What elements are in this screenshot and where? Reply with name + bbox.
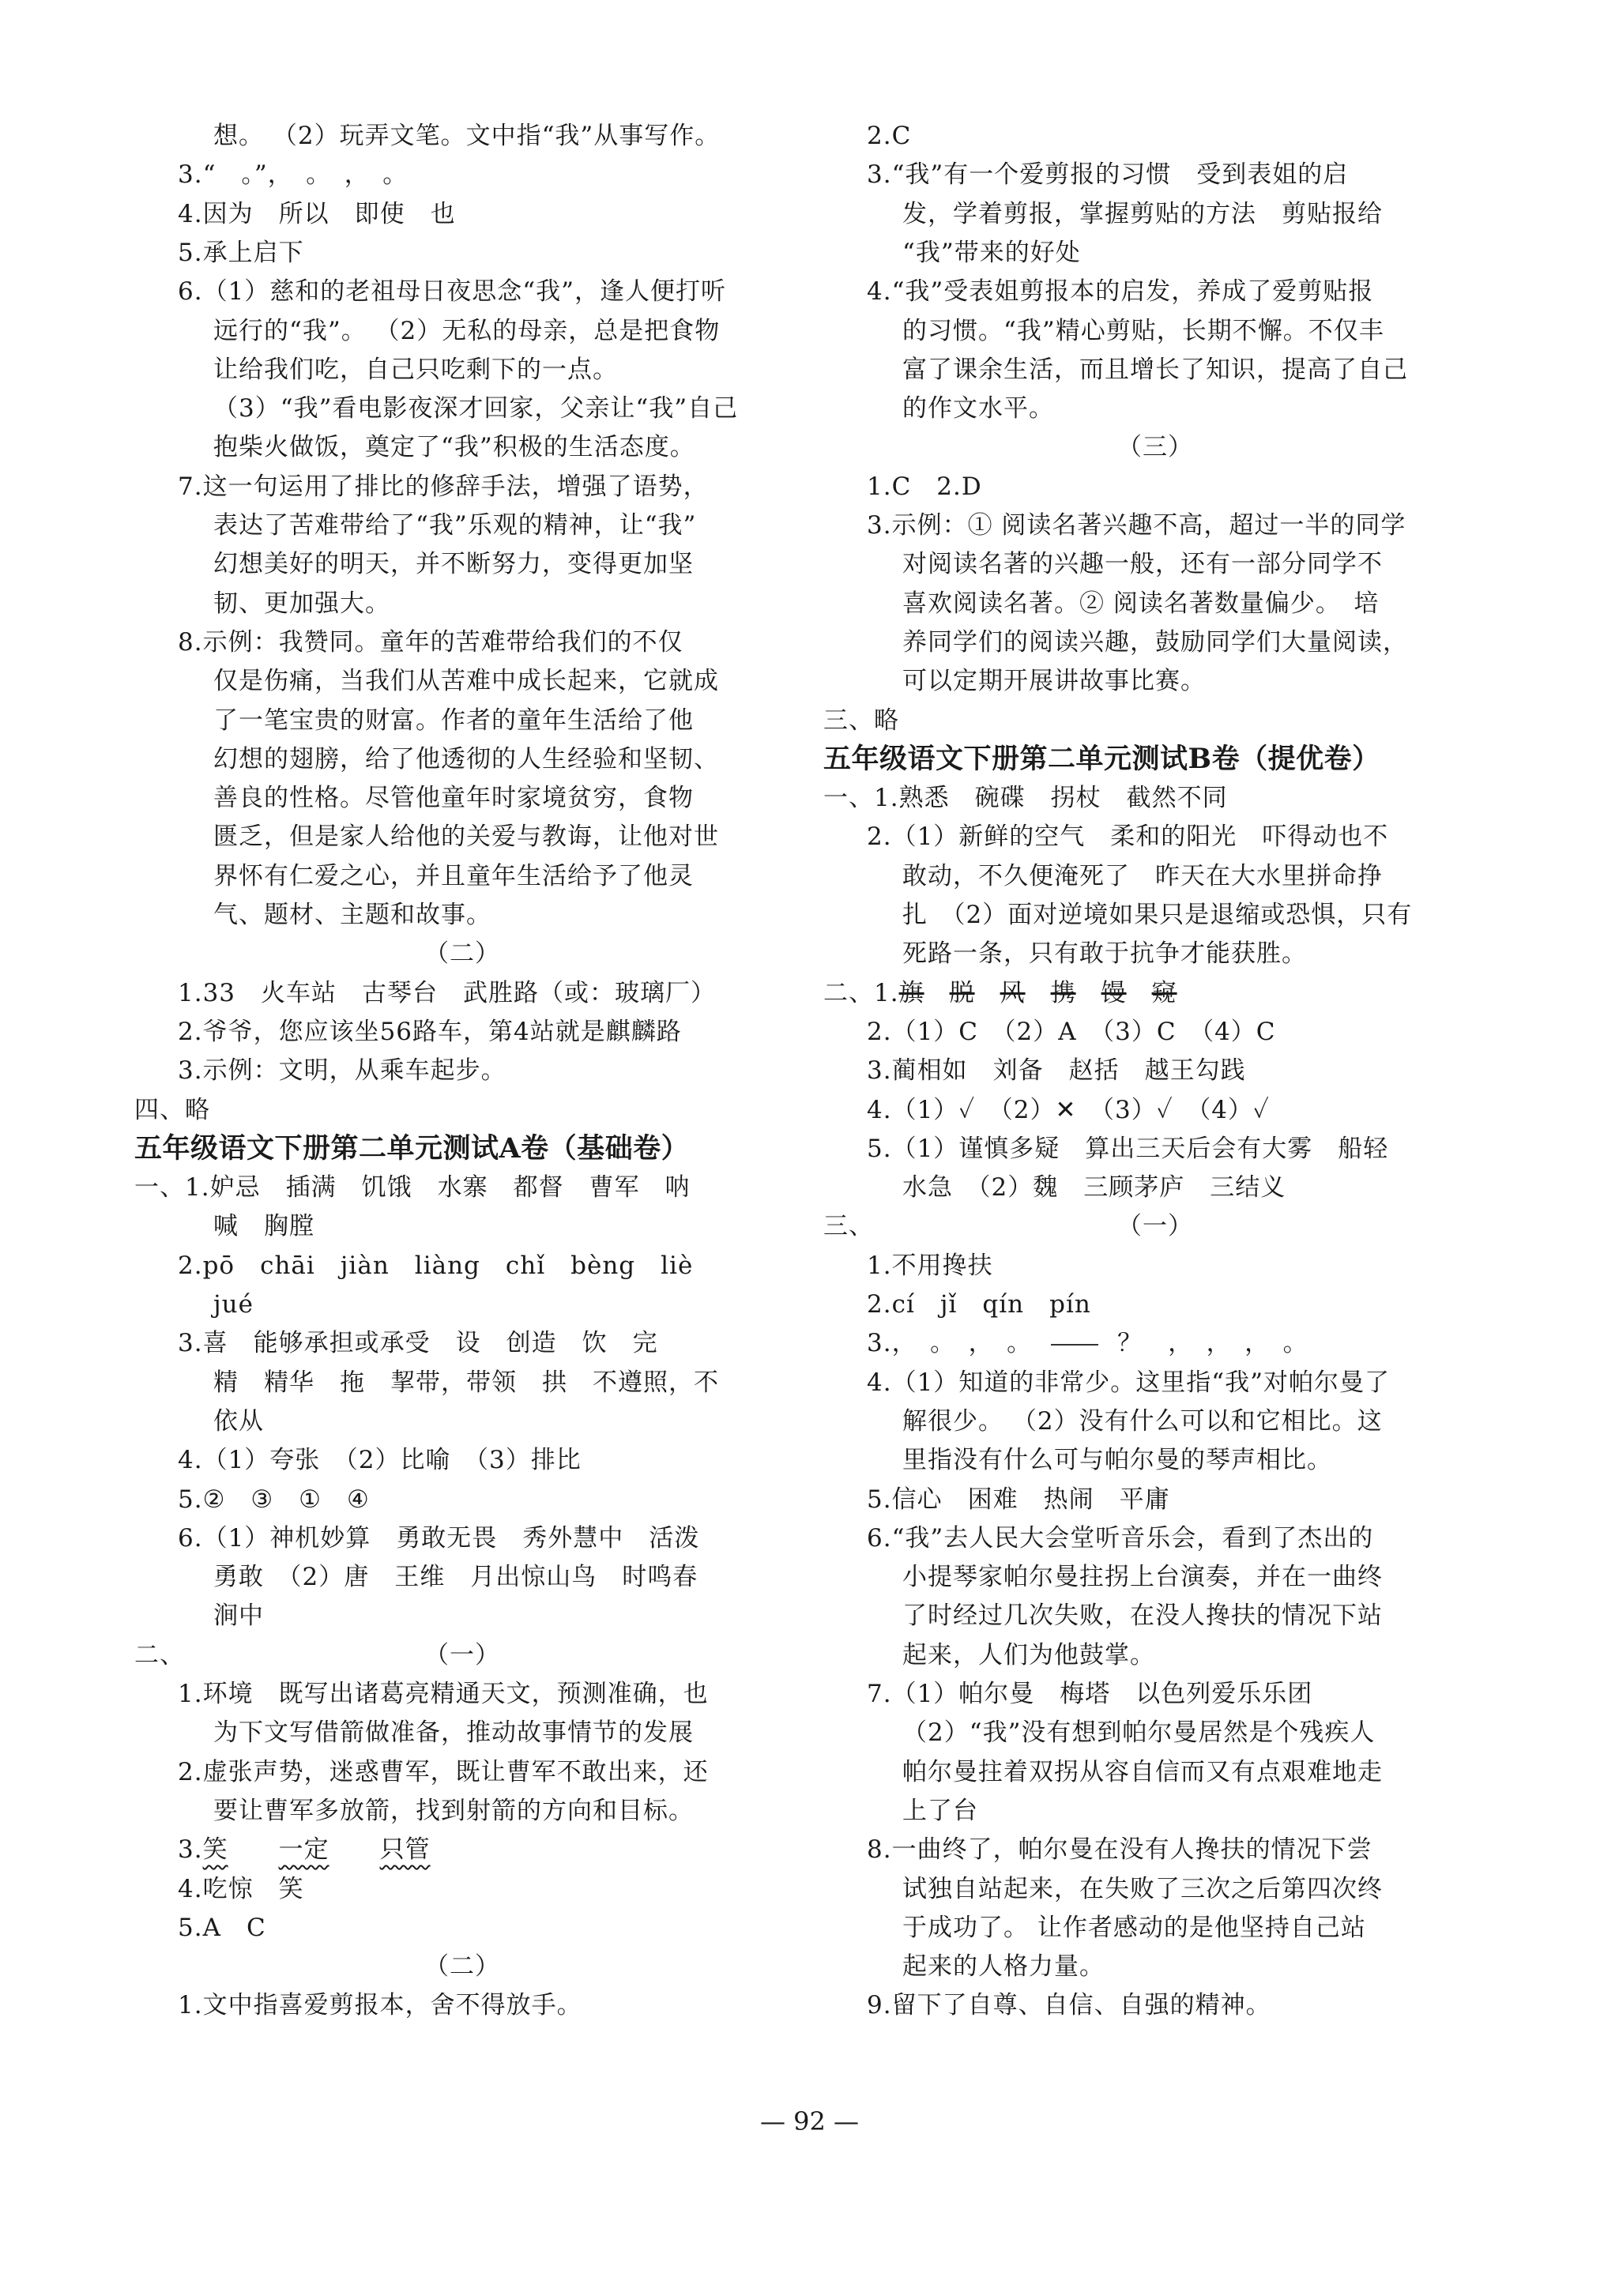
- text-line: 对阅读名著的兴趣一般，还有一部分同学不: [902, 550, 1383, 579]
- text-line: jué: [213, 1290, 254, 1319]
- text-line: 三、: [823, 1212, 874, 1241]
- text-line: 抱柴火做饭，奠定了“我”积极的生活态度。: [213, 433, 695, 462]
- text-line: 试独自站起来，在失败了三次之后第四次终: [902, 1874, 1383, 1903]
- text-line: 想。 （2）玩弄文笔。文中指“我”从事写作。: [213, 122, 721, 150]
- text-line: 四、略: [134, 1095, 210, 1124]
- text-line: 一、1.妒忌 插满 饥饿 水寨 都督 曹军 呐: [134, 1173, 691, 1203]
- text-line: 善良的性格。尽管他童年时家境贫穷，食物: [213, 784, 694, 813]
- corrected-character: 风: [1000, 978, 1026, 1007]
- text-line: 起来的人格力量。: [902, 1952, 1105, 1982]
- text-line: 仅是伤痛，当我们从苦难中成长起来，它就成: [213, 667, 719, 696]
- text-line: 3.“ 。”， 。 ， 。: [178, 160, 409, 190]
- text-line: 4.“我”受表姐剪报本的启发，养成了爱剪贴报: [867, 277, 1374, 307]
- subsection-label: （一）: [424, 1640, 500, 1669]
- text-line: 了一笔宝贵的财富。作者的童年生活给了他: [213, 706, 694, 735]
- text-line: 5.A C: [178, 1913, 266, 1942]
- corrected-character: 馒: [1101, 978, 1127, 1007]
- text-line: 韧、更加强大。: [213, 589, 390, 618]
- text-line: 养同学们的阅读兴趣，鼓励同学们大量阅读，: [902, 627, 1408, 657]
- text-line: 远行的“我”。 （2）无私的母亲，总是把食物: [213, 316, 721, 345]
- text-line: 2.（1）C （2）A （3）C （4）C: [867, 1017, 1276, 1046]
- text-line: 5.承上启下: [178, 238, 304, 267]
- text-line: 精 精华 拖 挈带，带领 拱 不遵照，不: [213, 1368, 719, 1397]
- subsection-label: （一）: [1117, 1212, 1193, 1241]
- text-line: 为下文写借箭做准备，推动故事情节的发展: [213, 1718, 694, 1748]
- text-line: 死路一条，只有敢于抗争才能获胜。: [902, 939, 1307, 969]
- text-line: 幻想美好的明天，并不断努力，变得更加坚: [213, 550, 694, 579]
- text-line: 6.（1）慈和的老祖母日夜思念“我”，逢人便打听: [178, 277, 726, 307]
- text-line: 上了台: [902, 1796, 978, 1825]
- text-line: 起来，人们为他鼓掌。: [902, 1640, 1155, 1669]
- text-line: 于成功了。 让作者感动的是他坚持自己站: [902, 1913, 1366, 1942]
- text-line: 5.（1）谨慎多疑 算出三天后会有大雾 船轻: [867, 1134, 1389, 1163]
- text-line: 4.因为 所以 即使 也: [178, 199, 456, 228]
- corrected-character: 脱: [949, 978, 975, 1007]
- text-line: 小提琴家帕尔曼拄拐上台演奏，并在一曲终: [902, 1563, 1383, 1592]
- text-line: 9.留下了自尊、自信、自强的精神。: [867, 1991, 1271, 2020]
- text-line: 4.（1）知道的非常少。这里指“我”对帕尔曼了: [867, 1368, 1390, 1397]
- text-line: 1.不用搀扶: [867, 1251, 993, 1280]
- text-line: 4.（1）✓ （2）✕ （3）✓ （4）✓: [867, 1095, 1270, 1124]
- text-line: 4.（1）夸张 （2）比喻 （3）排比: [178, 1446, 582, 1475]
- text-line: 帕尔曼拄着双拐从容自信而又有点艰难地走: [902, 1757, 1383, 1786]
- text-line: 2.（1）新鲜的空气 柔和的阳光 吓得动也不: [867, 822, 1389, 852]
- text-line: 解很少。 （2）没有什么可以和它相比。这: [902, 1406, 1383, 1436]
- text-line: 界怀有仁爱之心，并且童年生活给予了他灵: [213, 861, 694, 890]
- text-line: 敢动，不久便淹死了 昨天在大水里拼命挣: [902, 861, 1383, 890]
- text-line: （2）“我”没有想到帕尔曼居然是个残疾人: [902, 1718, 1376, 1748]
- corrected-character: 携: [1050, 978, 1076, 1007]
- text-line: 依从: [213, 1406, 264, 1436]
- text-line: 2.pō chāi jiàn liàng chǐ bèng liè: [178, 1251, 694, 1280]
- text-line: 喊 胸膛: [213, 1212, 314, 1241]
- text-line: 三、略: [823, 706, 899, 735]
- text-line: 3.笑 一定 只管: [178, 1835, 431, 1865]
- text-line: 8.一曲终了，帕尔曼在没有人搀扶的情况下尝: [867, 1835, 1372, 1865]
- text-line: 2.虚张声势，迷惑曹军，既让曹军不敢出来，还: [178, 1757, 709, 1786]
- section-heading: 五年级语文下册第二单元测试A卷（基础卷）: [134, 1131, 690, 1165]
- corrected-character: 窥: [1151, 978, 1177, 1007]
- wavy-underlined-word: 只管: [379, 1835, 431, 1865]
- text-line: 7.这一句运用了排比的修辞手法，增强了语势，: [178, 472, 709, 501]
- text-line: 3.示例：文明，从乘车起步。: [178, 1056, 506, 1086]
- text-line: 3.喜 能够承担或承受 设 创造 饮 完: [178, 1329, 658, 1358]
- text-line: （3）“我”看电影夜深才回家，父亲让“我”自己: [213, 394, 739, 423]
- text-line: 让给我们吃，自己只吃剩下的一点。: [213, 355, 618, 384]
- corrected-character: 旗: [898, 978, 924, 1007]
- text-line: （二）: [424, 939, 500, 969]
- text-line: 2.爷爷，您应该坐56路车，第4站就是麒麟路: [178, 1017, 682, 1046]
- text-line: 表达了苦难带给了“我”乐观的精神，让“我”: [213, 511, 697, 540]
- text-line: “我”带来的好处: [902, 238, 1081, 267]
- text-line: 1.C 2.D: [867, 472, 982, 501]
- text-line: 3.示例：① 阅读名著兴趣不高，超过一半的同学: [867, 511, 1406, 540]
- text-line: 可以定期开展讲故事比赛。: [902, 667, 1206, 696]
- page-number: — 92 —: [759, 2106, 860, 2136]
- text-line: 7.（1）帕尔曼 梅塔 以色列爱乐乐团: [867, 1680, 1313, 1708]
- text-line: 1.33 火车站 古琴台 武胜路（或：玻璃厂）: [178, 978, 717, 1007]
- wavy-underlined-word: 一定: [278, 1835, 329, 1865]
- text-line: 一、1.熟悉 碗碟 拐杖 截然不同: [823, 784, 1228, 813]
- text-line: （三）: [1117, 433, 1193, 462]
- text-line: 扎 （2）面对逆境如果只是退缩或恐惧，只有: [902, 901, 1413, 929]
- text-line: 1.文中指喜爱剪报本，舍不得放手。: [178, 1991, 582, 2020]
- text-line: 勇敢 （2）唐 王维 月出惊山鸟 时鸣春: [213, 1563, 698, 1592]
- text-line: 的习惯。“我”精心剪贴，长期不懈。不仅丰: [902, 316, 1384, 345]
- dash-mark: [1051, 1344, 1098, 1346]
- text-line: 5.② ③ ① ④: [178, 1485, 370, 1514]
- text-line: （二）: [424, 1952, 500, 1982]
- text-line: 的作文水平。: [902, 394, 1054, 423]
- text-line: 4.吃惊 笑: [178, 1874, 304, 1903]
- text-line: 6.（1）神机妙算 勇敢无畏 秀外慧中 活泼: [178, 1523, 700, 1553]
- text-line: 幻想的翅膀，给了他透彻的人生经验和坚韧、: [213, 744, 719, 773]
- text-line: 8.示例：我赞同。童年的苦难带给我们的不仅: [178, 627, 683, 657]
- text-line: 6.“我”去人民大会堂听音乐会，看到了杰出的: [867, 1523, 1374, 1553]
- text-line: 2.C: [867, 122, 912, 150]
- text-line: 二、1.旗 脱 风 携 馒 窥: [823, 978, 1177, 1007]
- section-heading: 五年级语文下册第二单元测试B卷（提优卷）: [823, 742, 1380, 775]
- text-line: 发，学着剪报，掌握剪贴的方法 剪贴报给: [902, 199, 1383, 228]
- text-line: 匮乏，但是家人给他的关爱与教诲，让他对世: [213, 822, 719, 852]
- text-line: 3.， 。 ， 。 ？ ， ， ， 。: [867, 1329, 1308, 1358]
- text-line: 里指没有什么可与帕尔曼的琴声相比。: [902, 1446, 1332, 1475]
- text-line: 1.环境 既写出诸葛亮精通天文，预测准确，也: [178, 1680, 709, 1708]
- text-line: 5.信心 困难 热闹 平庸: [867, 1485, 1170, 1514]
- text-line: 涧中: [213, 1602, 264, 1631]
- text-line: 了时经过几次失败，在没人搀扶的情况下站: [902, 1602, 1383, 1631]
- text-line: 2.cí jǐ qín pín: [867, 1290, 1091, 1319]
- text-line: 3.“我”有一个爱剪报的习惯 受到表姐的启: [867, 160, 1349, 190]
- text-line: 气、题材、主题和故事。: [213, 901, 491, 929]
- wavy-underlined-word: 笑: [202, 1835, 228, 1865]
- text-line: 3.蔺相如 刘备 赵括 越王勾践: [867, 1056, 1246, 1086]
- text-line: 水急 （2）魏 三顾茅庐 三结义: [902, 1173, 1286, 1203]
- text-line: 喜欢阅读名著。② 阅读名著数量偏少。 培: [902, 589, 1380, 618]
- text-line: 要让曹军多放箭，找到射箭的方向和目标。: [213, 1796, 694, 1825]
- text-line: 二、: [134, 1640, 185, 1669]
- text-line: 富了课余生活，而且增长了知识，提高了自己: [902, 355, 1408, 384]
